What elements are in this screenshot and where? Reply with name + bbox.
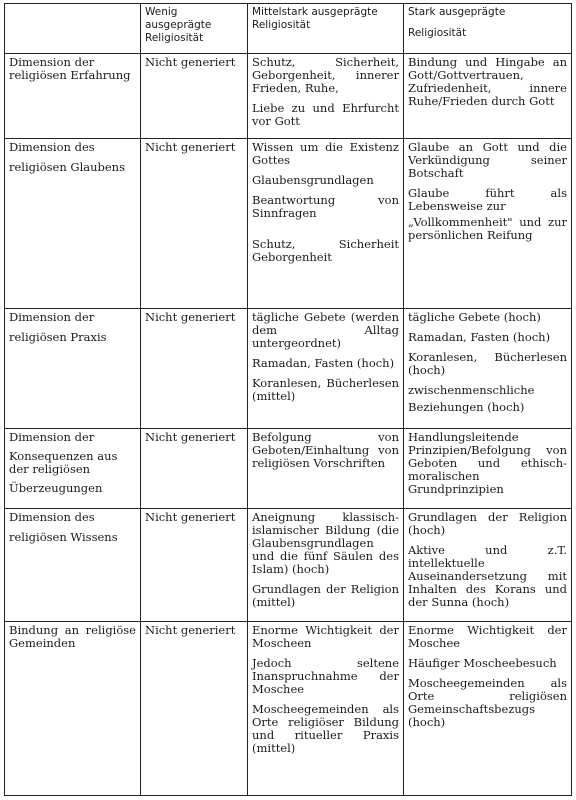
header-row <box>5 4 572 54</box>
mittel-item: Koranlesen, Bücherlesen (mittel) <box>252 376 399 403</box>
mittel-cell <box>248 54 404 139</box>
stark-item: tägliche Gebete (hoch) <box>408 310 541 324</box>
wenig-cell: Nicht generiert <box>141 309 248 429</box>
table-row <box>5 309 572 429</box>
stark-item: „Vollkommenheit" und zur persönlichen Reifung <box>408 215 567 242</box>
header-mittel-text: Mittelstark ausgeprägte Religiosität <box>252 6 378 31</box>
stark-cell <box>404 622 572 796</box>
mittel-item: Befolgung von Geboten/Einhaltung von religiösen Vorschriften <box>252 430 399 470</box>
dimension-cell <box>5 309 141 429</box>
stark-item: Grundlagen der Religion (hoch) <box>408 510 567 537</box>
mittel-item: Wissen um die Existenz Gottes <box>252 140 399 167</box>
mittel-item: Grundlagen der Religion (mittel) <box>252 582 399 609</box>
wenig-cell: Nicht generiert <box>141 509 248 622</box>
mittel-item: Jedoch seltene Inanspruchnahme der Moschee <box>252 656 399 696</box>
dimension-line: Dimension des <box>9 510 95 524</box>
dimension-cell <box>5 429 141 509</box>
wenig-cell: Nicht generiert <box>141 622 248 796</box>
table-row <box>5 622 572 796</box>
mittel-item: Glaubensgrundlagen <box>252 173 374 187</box>
mittel-cell <box>248 509 404 622</box>
header-mittel <box>248 4 404 54</box>
mittel-item: Liebe zu und Ehrfurcht vor Gott <box>252 101 399 128</box>
dimension-line: Konsequenzen aus der religiösen <box>9 449 118 476</box>
stark-item: Aktive und z.T. intellektuelle Auseinandersetzung mit Inhalten des Korans und der Sunna (hoch) <box>408 543 567 609</box>
mittel-item: Aneignung klassisch-islamischer Bildung (die Glaubensgrundlagen und die fünf Säulen des Islam) (hoch) <box>252 510 399 576</box>
stark-item: Enorme Wichtigkeit der Moschee <box>408 623 567 650</box>
wenig-cell: Nicht generiert <box>141 429 248 509</box>
dimension-line: religiösen Wissens <box>9 530 118 544</box>
mittel-cell <box>248 139 404 309</box>
table-row <box>5 429 572 509</box>
table-row <box>5 54 572 139</box>
header-empty-cell <box>5 4 141 54</box>
religiosity-table <box>4 3 572 796</box>
stark-item: Glaube an Gott und die Verkündigung seiner Botschaft <box>408 140 567 180</box>
stark-item: Koranlesen, Bücherlesen (hoch) <box>408 350 567 377</box>
mittel-item: Enorme Wichtigkeit der Moscheen <box>252 623 399 650</box>
stark-item: Handlungsleitende Prinzipien/Befolgung von Geboten und ethisch-moralischen Grundprinzipien <box>408 430 567 496</box>
table-row <box>5 509 572 622</box>
mittel-item: Moscheegemeinden als Orte religiöser Bildung und ritueller Praxis (mittel) <box>252 702 399 755</box>
dimension-line: Dimension der <box>9 430 95 444</box>
stark-item: Moscheegemeinden als Orte religiösen Gemeinschaftsbezugs (hoch) <box>408 676 567 729</box>
dimension-cell <box>5 54 141 139</box>
header-stark <box>404 4 572 54</box>
dimension-cell <box>5 622 141 796</box>
stark-item: Ramadan, Fasten (hoch) <box>408 330 551 344</box>
header-wenig: Wenig ausgeprägte Religiosität <box>141 4 248 54</box>
stark-item: Häufiger Moscheebesuch <box>408 656 557 670</box>
dimension-line: Bindung an religiöse Gemeinden <box>9 623 136 650</box>
wenig-cell: Nicht generiert <box>141 139 248 309</box>
dimension-line: Dimension des <box>9 140 95 154</box>
stark-item: zwischenmenschliche <box>408 383 535 397</box>
dimension-line: Dimension der <box>9 310 95 324</box>
mittel-item: tägliche Gebete (werden dem Alltag untergeordnet) <box>252 310 399 350</box>
header-stark-line2: Religiosität <box>408 27 467 39</box>
mittel-item: Ramadan, Fasten (hoch) <box>252 356 395 370</box>
stark-item: Bindung und Hingabe an Gott/Gottvertrauen, Zufriedenheit, innere Ruhe/Frieden durch Gott <box>408 55 567 108</box>
stark-item: Beziehungen (hoch) <box>408 400 525 414</box>
mittel-item: Beantwortung von Sinnfragen <box>252 193 399 220</box>
dimension-line: Dimension der <box>9 55 95 69</box>
stark-cell <box>404 54 572 139</box>
mittel-item: Schutz, Sicherheit Geborgenheit <box>252 237 399 264</box>
mittel-cell <box>248 309 404 429</box>
dimension-line: religiösen Glaubens <box>9 160 125 174</box>
stark-cell <box>404 509 572 622</box>
dimension-line: religiösen Praxis <box>9 330 107 344</box>
mittel-cell <box>248 429 404 509</box>
header-stark-line1: Stark ausgeprägte <box>408 6 506 18</box>
dimension-line: Überzeugungen <box>9 481 103 495</box>
table-row <box>5 139 572 309</box>
mittel-cell <box>248 622 404 796</box>
stark-cell <box>404 309 572 429</box>
dimension-cell <box>5 509 141 622</box>
stark-cell <box>404 429 572 509</box>
stark-cell <box>404 139 572 309</box>
wenig-cell: Nicht generiert <box>141 54 248 139</box>
mittel-item: Schutz, Sicherheit, Geborgenheit, innerer Frieden, Ruhe, <box>252 55 399 95</box>
dimension-cell <box>5 139 141 309</box>
dimension-line: religiösen Erfahrung <box>9 68 131 82</box>
stark-item: Glaube führt als Lebensweise zur <box>408 186 567 213</box>
